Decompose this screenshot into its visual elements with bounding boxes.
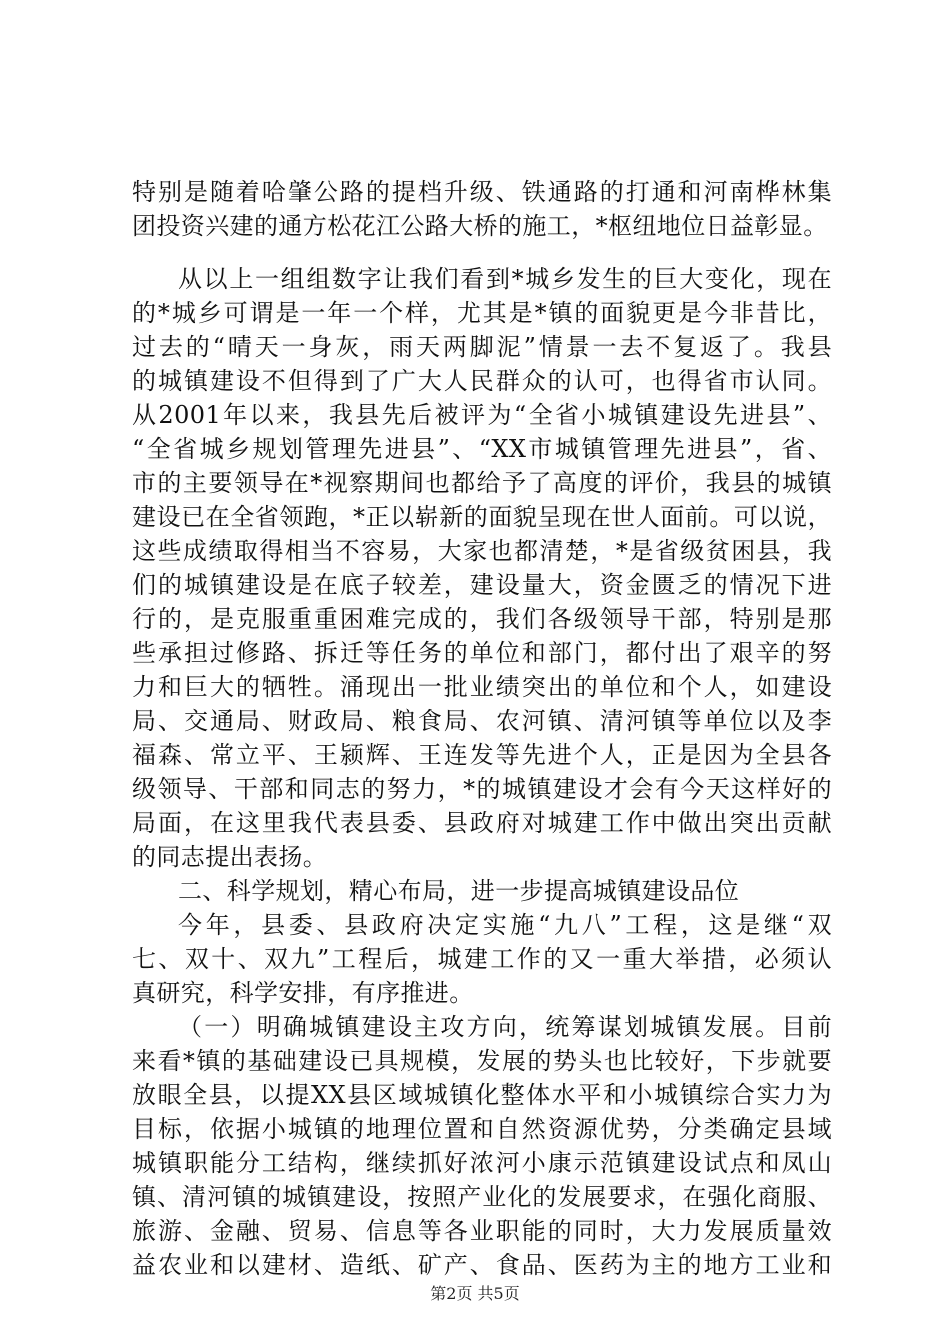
paragraph-first-line: 今年，县委、县政府决定实施“九八”工程，这是继“双 <box>178 911 832 939</box>
text-line: 们的城镇建设是在底子较差，建设量大，资金匮乏的情况下进 <box>132 571 832 599</box>
text-line: 来看*镇的基础建设已具规模，发展的势头也比较好，下步就要 <box>132 1047 832 1075</box>
text-line: “全省城乡规划管理先进县”、“XX市城镇管理先进县”，省、 <box>132 435 832 463</box>
text-line: 福森、常立平、王颍辉、王连发等先进个人，正是因为全县各 <box>132 741 832 769</box>
text-line: 镇、清河镇的城镇建设，按照产业化的发展要求，在强化商服、 <box>132 1183 832 1211</box>
text-line: 目标，依据小城镇的地理位置和自然资源优势，分类确定县域 <box>132 1115 832 1143</box>
text-line: 建设已在全省领跑，*正以崭新的面貌呈现在世人面前。可以说， <box>132 503 832 531</box>
page-number-footer: 第2页 共5页 <box>430 1284 520 1303</box>
paragraph-first-line: （一）明确城镇建设主攻方向，统筹谋划城镇发展。目前 <box>178 1013 832 1041</box>
text-line: 力和巨大的牺牲。涌现出一批业绩突出的单位和个人，如建设 <box>132 673 832 701</box>
text-line: 的同志提出表扬。 <box>132 843 328 871</box>
text-line: 特别是随着哈肇公路的提档升级、铁通路的打通和河南桦林集 <box>132 178 832 206</box>
paragraph-first-line: 从以上一组组数字让我们看到*城乡发生的巨大变化，现在 <box>178 265 832 293</box>
text-line: 团投资兴建的通方松花江公路大桥的施工，*枢纽地位日益彰显。 <box>132 212 828 240</box>
text-line: 些承担过修路、拆迁等任务的单位和部门，都付出了艰辛的努 <box>132 639 832 667</box>
text-line: 市的主要领导在*视察期间也都给予了高度的评价，我县的城镇 <box>132 469 832 497</box>
text-line: 城镇职能分工结构，继续抓好浓河小康示范镇建设试点和凤山 <box>132 1149 832 1177</box>
text-line: 益农业和以建材、造纸、矿产、食品、医药为主的地方工业和 <box>132 1251 832 1279</box>
text-line: 放眼全县，以提XX县区域城镇化整体水平和小城镇综合实力为 <box>132 1081 832 1109</box>
text-line: 旅游、金融、贸易、信息等各业职能的同时，大力发展质量效 <box>132 1217 832 1245</box>
text-line: 行的，是克服重重困难完成的，我们各级领导干部，特别是那 <box>132 605 832 633</box>
text-line: 真研究，科学安排，有序推进。 <box>132 979 474 1007</box>
text-line: 这些成绩取得相当不容易，大家也都清楚，*是省级贫困县，我 <box>132 537 832 565</box>
text-line: 局、交通局、财政局、粮食局、农河镇、清河镇等单位以及李 <box>132 707 832 735</box>
text-line: 过去的“晴天一身灰，雨天两脚泥”情景一去不复返了。我县 <box>132 333 832 361</box>
text-line: 级领导、干部和同志的努力，*的城镇建设才会有今天这样好的 <box>132 775 832 803</box>
text-line: 局面，在这里我代表县委、县政府对城建工作中做出突出贡献 <box>132 809 832 837</box>
text-line: 的*城乡可谓是一年一个样，尤其是*镇的面貌更是今非昔比， <box>132 299 832 327</box>
text-line: 从2001年以来，我县先后被评为“全省小城镇建设先进县”、 <box>132 401 832 429</box>
text-line: 七、双十、双九”工程后，城建工作的又一重大举措，必须认 <box>132 945 832 973</box>
text-line: 的城镇建设不但得到了广大人民群众的认可，也得省市认同。 <box>132 367 832 395</box>
section-heading: 二、科学规划，精心布局，进一步提高城镇建设品位 <box>178 877 740 905</box>
